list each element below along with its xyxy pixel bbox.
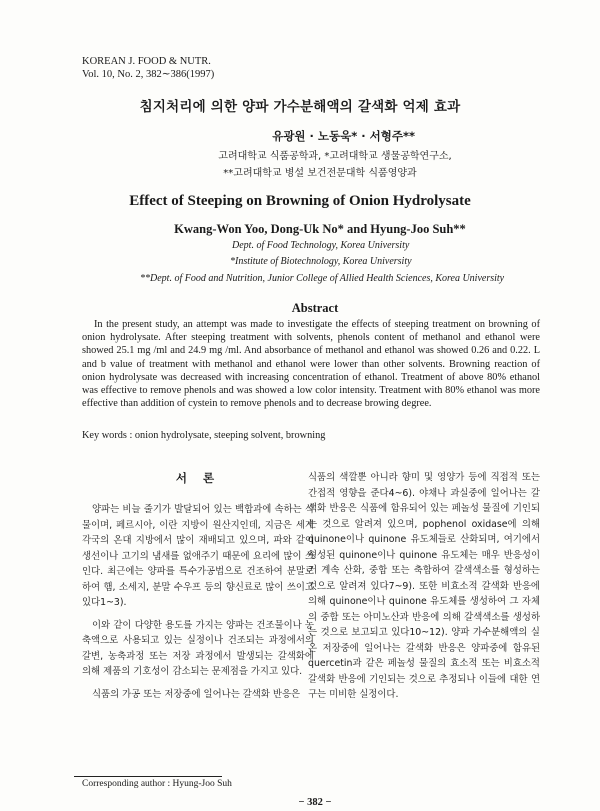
footnote-rule xyxy=(74,776,222,777)
journal-header xyxy=(82,55,214,81)
keywords: Key words : onion hydrolysate, steeping solvent, browning xyxy=(82,430,326,441)
intro-paragraph-3: 식품의 가공 또는 저장중에 일어나는 갈색화 반응은 xyxy=(92,688,301,700)
intro-paragraph-1: 양파는 비늘 줄기가 발달되어 있는 백합과에 속하는 식물이며, 페르시아, 이란 지방이 원산지인데, 지금은 세계 각국의 온대 지방에서 많이 재배되고 있으며, 파와 같이 생선이나 고기의 냄새를 없애주기 때문에 요리에 많이 쓰인다. 최근에는 양파를 특수가공법으로 건조하여 분말로 하여 햄, 소세지, 분말 수우프 등의 향신료로 많이 쓰이고 있다1~3). xyxy=(82,504,314,608)
english-authors: Kwang-Won Yoo, Dong-Uk No* and Hyung-Joo Suh** xyxy=(174,222,466,236)
korean-authors: 유광원 · 노동욱* · 서형주** xyxy=(272,129,415,143)
abstract-heading: Abstract xyxy=(291,301,339,315)
english-affiliation-1: Dept. of Food Technology, Korea University xyxy=(232,240,410,251)
english-affiliation-2: *Institute of Biotechnology, Korea University xyxy=(230,256,412,267)
english-affiliation-3: **Dept. of Food and Nutrition, Junior College of Allied Health Sciences, Korea University xyxy=(140,273,505,284)
korean-title: 침지처리에 의한 양파 가수분해액의 갈색화 억제 효과 xyxy=(139,99,461,115)
abstract-body xyxy=(82,318,540,410)
korean-affiliation-1: 고려대학교 식품공학과, *고려대학교 생물공학연구소, xyxy=(218,151,452,162)
abstract-text: In the present study, an attempt was made to investigate the effects of steeping treatment on browning of onion hydrolysate. After steeping treatment with solvents, phenols content of methanol and ethanol were showed 25.1 mg /ml and 24.9 mg /ml. And absorbance of methanol and ethanol was showed 0.26 and 0.22. L and b value of treatment with methanol and ethanol were lower than other solvents. Browning reaction of onion hydrolysate was decreased with increasing concentration of ethanol. Treatment of above 80% ethanol was effective to remove phenols and was showed a low color intensity. Treatment with 80% ethanol was more effective than addition of cystein to remove phenols and to decrease browing degree. xyxy=(82,319,540,410)
corresponding-author: Corresponding author : Hyung-Joo Suh xyxy=(82,779,232,789)
journal-name: KOREAN J. FOOD & NUTR. xyxy=(82,56,211,67)
intro-paragraph-4: 식품의 색깔뿐 아니라 향미 및 영양가 등에 직접적 또는 간접적 영향을 준다4~6). 야채나 과실중에 일어나는 갈색화 반응은 식품에 함유되어 있는 페놀성 물질에 기인되는 것으로 알려져 있으며, pophenol oxidase에 의해 quinone이나 quinone 유도체들로 산화되며, 여기에서 형성된 quinone이나 quinone 유도체는 매우 반응성이 커 계속 산화, 중합 또는 축합하여 갈색색소를 형성하는 것으로 알려져 있다7~9). 또한 비효소적 갈색화 반응에 의해 quinone이나 quinone 유도체를 생성하여 그 자체의 중합 또는 아미노산과 반응에 의해 갈색색소를 생성하는 것으로 보고되고 있다10~12). 양파 가수분해액의 실온 저장중에 일어나는 갈색화 반응은 양파중에 함유된 quercetin과 같은 페놀성 물질의 효소적 또는 비효소적 갈색화 반응에 기인되는 것으로 추정되나 이들에 대한 연구는 미비한 실정이다. xyxy=(308,472,540,700)
intro-paragraph-2: 이와 같이 다양한 용도를 가지는 양파는 건조물이나 농축액으로 사용되고 있는 실정이나 건조되는 과정에서의 갈변, 농축과정 또는 저장 과정에서 발생되는 갈색화에 의해 제품의 기호성이 감소되는 문제점을 가지고 있다. xyxy=(82,619,314,677)
english-title: Effect of Steeping on Browning of Onion Hydrolysate xyxy=(129,193,471,209)
journal-volume: Vol. 10, No. 2, 382∼386(1997) xyxy=(82,69,215,80)
page-number: − 382 − xyxy=(298,797,332,808)
right-column xyxy=(308,470,540,703)
introduction-heading: 서 론 xyxy=(175,471,221,485)
korean-affiliation-2: **고려대학교 병설 보건전문대학 식품영양과 xyxy=(223,168,417,179)
